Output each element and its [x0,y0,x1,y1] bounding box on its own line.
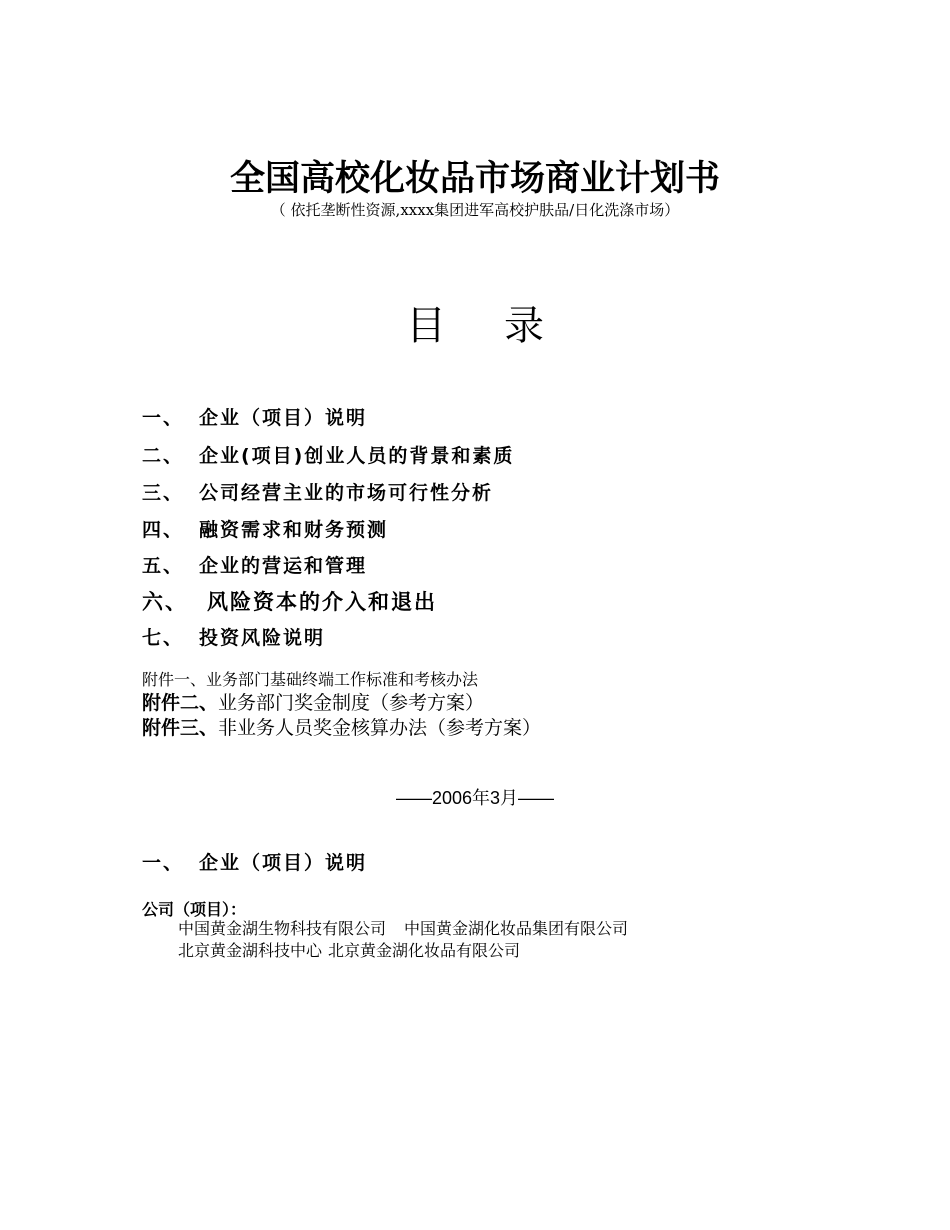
appendix-text: 非业务人员奖金核算办法（参考方案） [218,717,542,739]
appendix-item-1[interactable] [142,668,478,692]
date-line: ——2006年3月—— [395,788,555,808]
toc-item-label: 企业（项目）说明 [199,407,368,429]
company-name: 北京黄金湖科技中心 [178,941,323,960]
company-name: 北京黄金湖化妆品有限公司 [328,941,521,960]
toc-item-5[interactable] [142,553,367,579]
document-subtitle: （ 依托垄断性资源,xxxx集团进军高校护肤品/日化洗涤市场） [270,201,680,219]
toc-item-3[interactable] [142,480,493,506]
section-heading [142,850,367,876]
appendix-lead: 附件二、 [142,692,219,714]
toc-item-number: 五、 [142,555,185,577]
toc-item-6[interactable] [142,589,437,615]
company-label: 公司（项目）： [142,900,247,919]
company-line-2 [178,940,520,962]
appendix-text: 业务部门奖金制度（参考方案） [218,692,485,714]
toc-item-label: 企业(项目)创业人员的背景和素质 [199,445,515,467]
company-name: 中国黄金湖化妆品集团有限公司 [404,919,629,938]
toc-item-label: 公司经营主业的市场可行性分析 [199,482,494,504]
toc-item-number: 三、 [142,482,185,504]
company-line-1 [178,918,628,940]
appendix-text: 业务部门基础终端工作标准和考核办法 [206,670,479,689]
toc-item-label: 风险资本的介入和退出 [207,590,437,614]
toc-item-number: 一、 [142,407,185,429]
toc-item-number: 四、 [142,519,185,541]
toc-item-label: 投资风险说明 [199,627,326,649]
toc-item-number: 六、 [142,590,188,614]
toc-item-2[interactable] [142,443,514,469]
toc-item-number: 二、 [142,445,185,467]
document-title: 全国高校化妆品市场商业计划书 [229,159,720,199]
company-name: 中国黄金湖生物科技有限公司 [178,919,387,938]
appendix-item-3[interactable] [142,716,541,740]
toc-item-1[interactable] [142,405,367,431]
section-number: 一、 [142,852,185,874]
toc-heading-char-1: 目 [406,303,446,349]
section-title: 企业（项目）说明 [199,852,368,874]
toc-item-4[interactable] [142,517,388,543]
toc-heading-char-2: 录 [504,303,544,349]
appendix-lead: 附件一、 [142,670,207,689]
appendix-lead: 附件三、 [142,717,219,739]
toc-item-number: 七、 [142,627,185,649]
toc-item-7[interactable] [142,625,325,651]
toc-item-label: 企业的营运和管理 [199,555,368,577]
toc-item-label: 融资需求和财务预测 [199,519,389,541]
appendix-item-2[interactable] [142,691,484,715]
toc-heading [0,302,950,350]
